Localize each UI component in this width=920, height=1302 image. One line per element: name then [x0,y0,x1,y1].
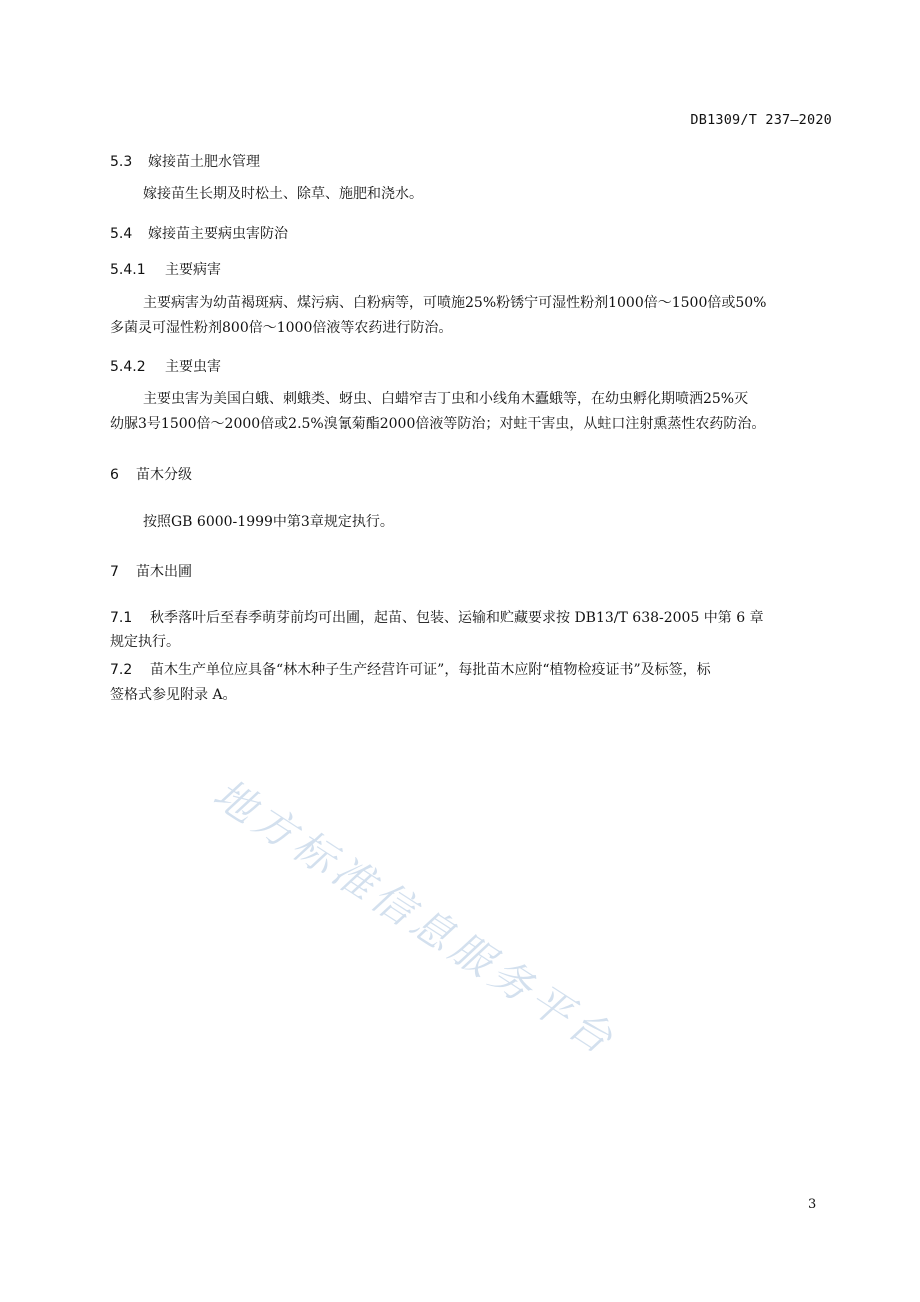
clause-number: 7.1 [110,610,133,626]
document-code: DB1309/T 237—2020 [690,112,832,128]
section-number: 6 [110,467,119,483]
paragraph-5-4-2-line-2: 幼脲3号1500倍～2000倍或2.5%溴氰菊酯2000倍液等防治；对蛀干害虫，从蛀口注射熏蒸性农药防治。 [110,416,766,432]
clause-7-1-line-2: 规定执行。 [110,634,180,650]
section-title: 嫁接苗主要病虫害防治 [148,226,288,242]
section-title: 主要虫害 [165,359,221,375]
watermark: 地方标准信息服务平台 [204,769,626,1066]
paragraph-5-4-1-line-2: 多菌灵可湿性粉剂800倍～1000倍液等农药进行防治。 [110,320,453,336]
section-number: 5.4 [110,226,133,242]
section-title: 苗木出圃 [136,564,192,580]
section-number: 5.4.2 [110,359,146,375]
section-title: 苗木分级 [136,467,192,483]
clause-7-2-line-1 [110,659,711,681]
paragraph-5-4-2-line-1: 主要虫害为美国白蛾、刺蛾类、蚜虫、白蜡窄吉丁虫和小线角木蠹蛾等，在幼虫孵化期喷洒25%灭 [143,391,749,407]
paragraph-5-3: 嫁接苗生长期及时松土、除草、施肥和浇水。 [143,186,423,202]
section-heading-5-4 [110,223,288,243]
section-heading-5-4-2 [110,356,221,376]
clause-7-2-line-2: 签格式参见附录 A。 [110,687,237,703]
clause-text: 秋季落叶后至春季萌芽前均可出圃，起苗、包装、运输和贮藏要求按 DB13/T 638-2005 中第 6 章 [150,610,764,626]
page-number: 3 [808,1197,817,1212]
section-number: 5.3 [110,154,133,170]
clause-number: 7.2 [110,662,133,678]
section-number: 5.4.1 [110,262,146,278]
section-number: 7 [110,564,119,580]
section-heading-6 [110,464,192,484]
paragraph-5-4-1-line-1: 主要病害为幼苗褐斑病、煤污病、白粉病等，可喷施25%粉锈宁可湿性粉剂1000倍～1500倍或50% [143,295,767,311]
clause-text: 苗木生产单位应具备“林木种子生产经营许可证”，每批苗木应附“植物检疫证书”及标签，标 [150,662,711,678]
section-heading-7 [110,561,192,581]
paragraph-6: 按照GB 6000-1999中第3章规定执行。 [143,514,394,530]
section-heading-5-4-1 [110,259,221,279]
section-title: 主要病害 [165,262,221,278]
section-heading-5-3 [110,151,260,171]
section-title: 嫁接苗土肥水管理 [148,154,260,170]
clause-7-1-line-1 [110,607,764,629]
